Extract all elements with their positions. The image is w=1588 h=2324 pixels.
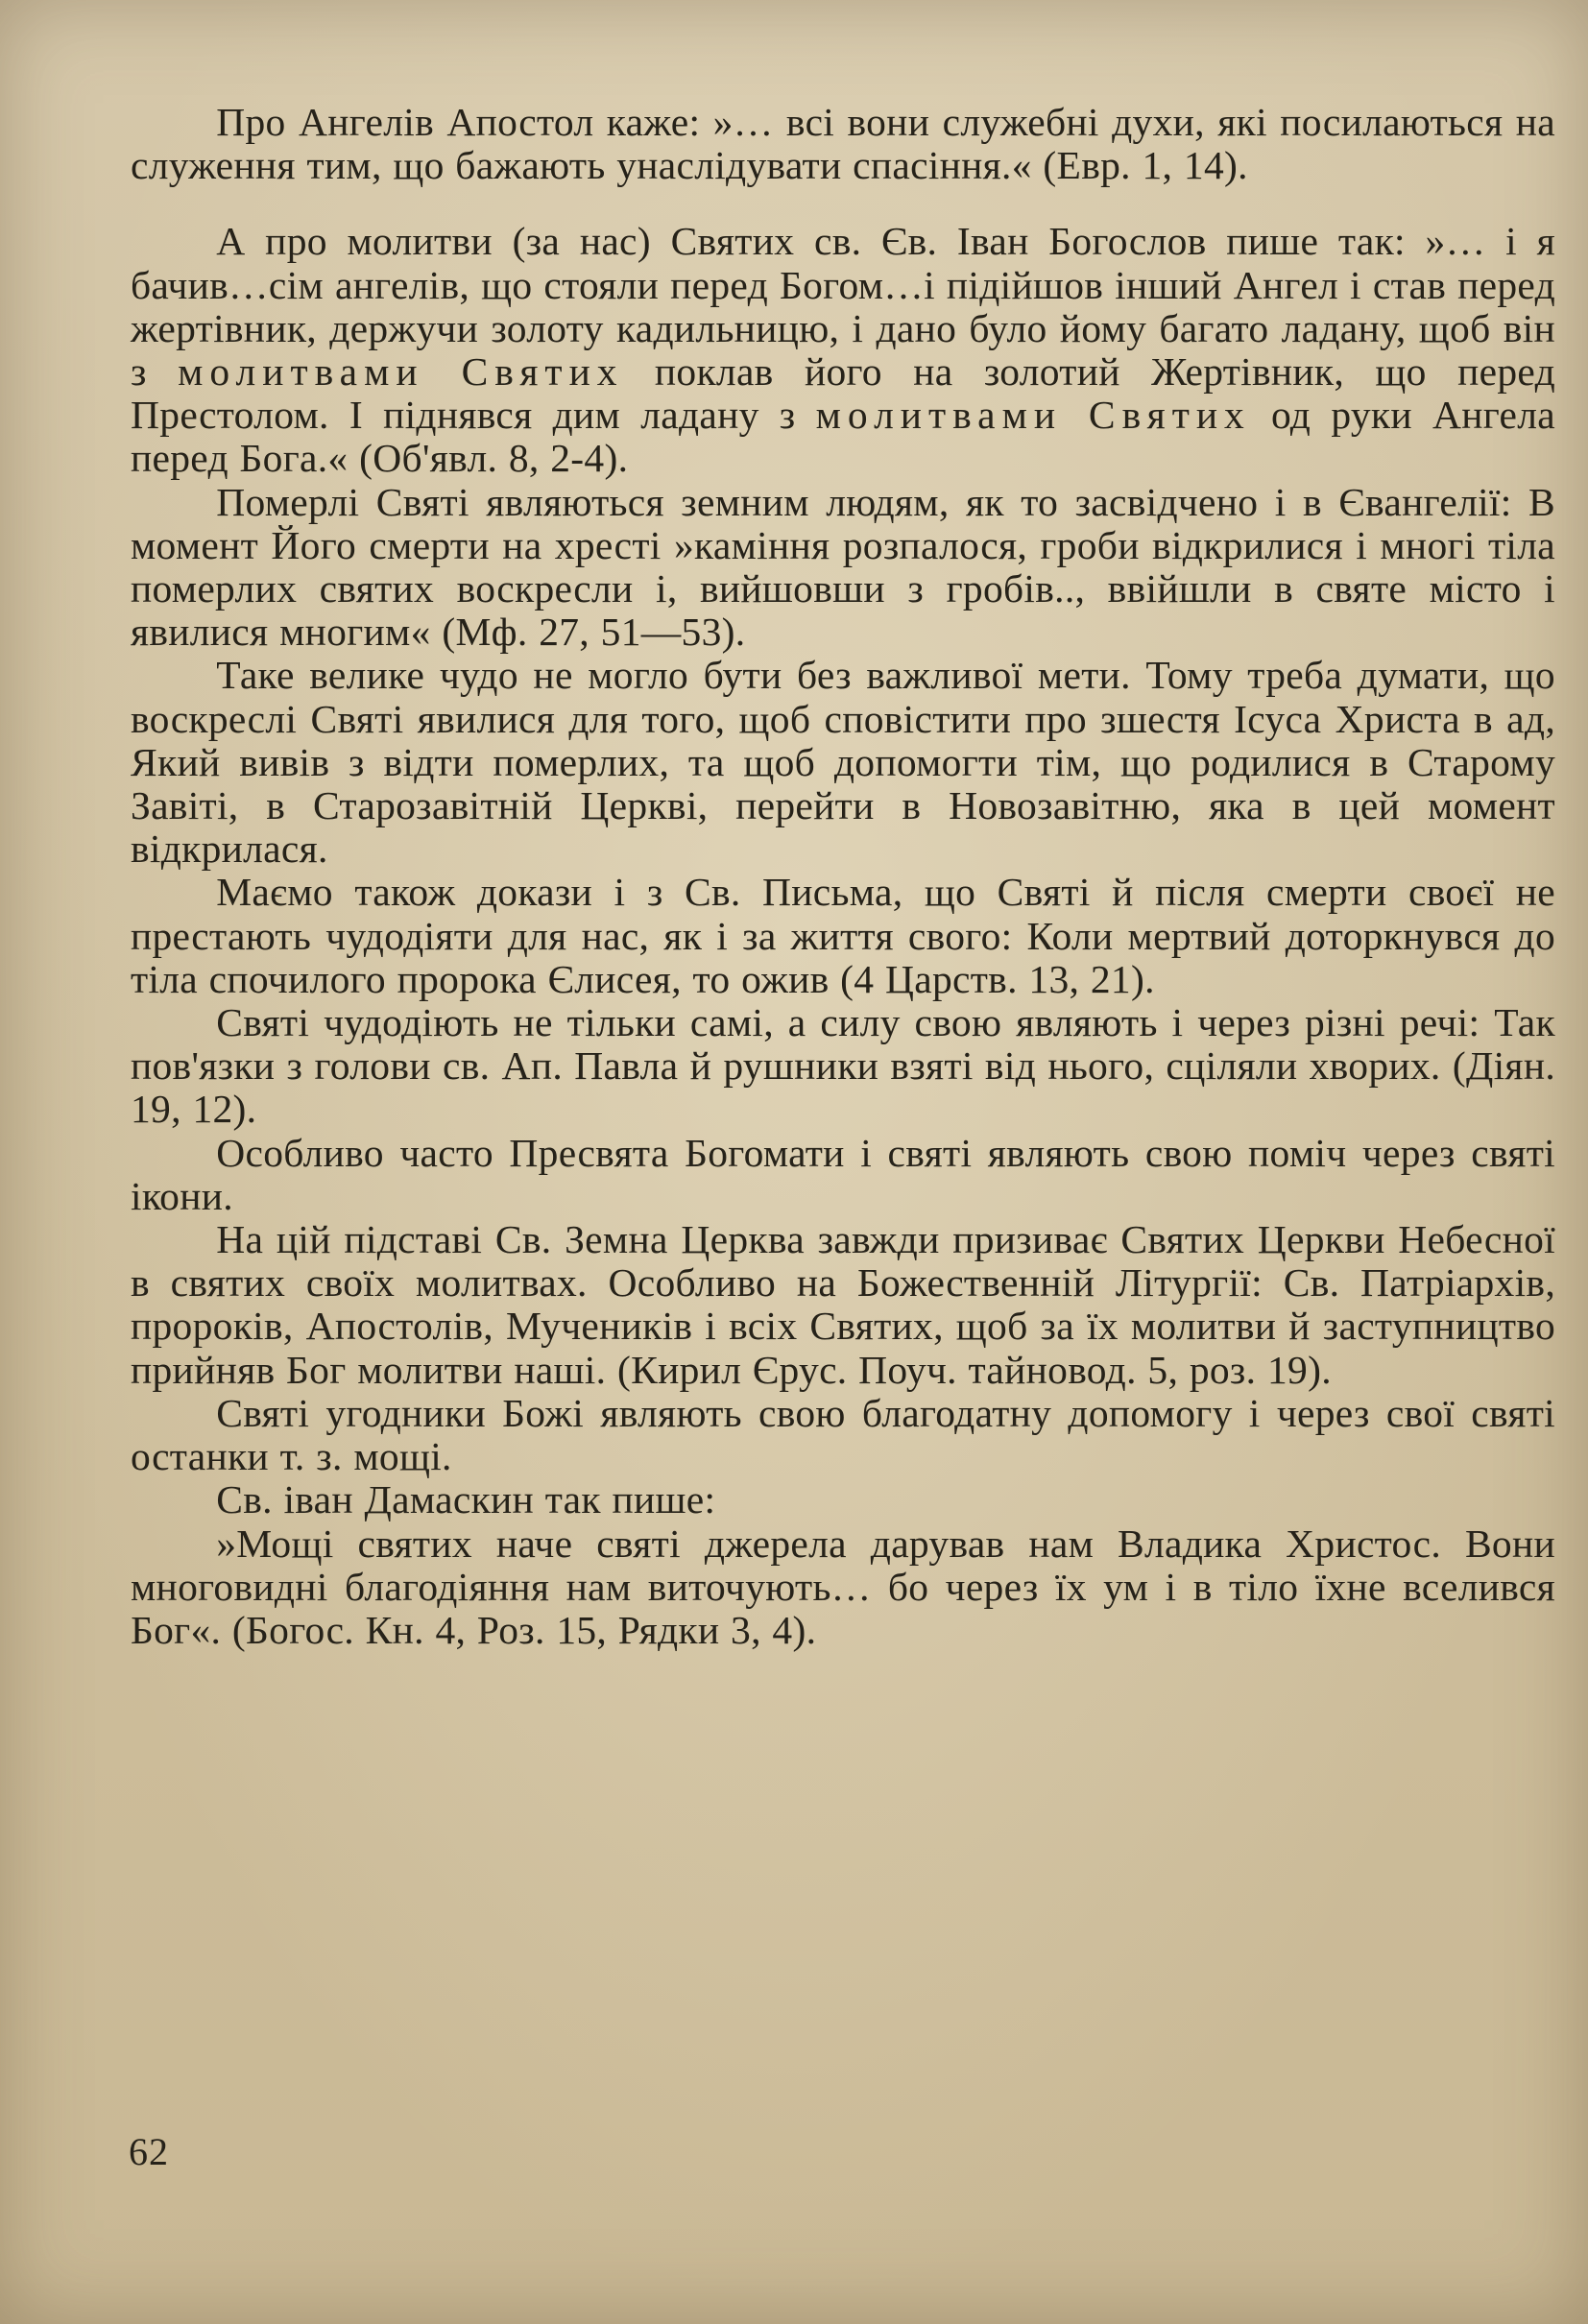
paragraph-church-prays [131,1218,1555,1392]
paragraph-text: »Мощі святих наче святі джерела дарував нам Владика Христос. Вони многовидні благодіяння нам виточують… бо через їх ум і в тіло їхне вселився Бог«. (Богос. Кн. 4, Роз. 15, Рядки 3, 4). [131,1521,1555,1652]
paragraph-damascene-intro [131,1478,1555,1521]
paragraph-relics [131,1392,1555,1478]
paragraph-things-miracles [131,1001,1555,1132]
paragraph-angels-serve [131,101,1555,187]
page-number: 62 [129,2130,169,2173]
paragraph-text: Померлі Святі являються земним людям, як то засвідчено і в Євангелії: В момент Його смерти на хресті »каміння розпалося, гроби відкрилися і многі тіла померлих святих воскресли і, вийшовши з гробів.., ввійшли в святе місто і явилися многим« (Мф. 27, 51—53). [131,479,1555,655]
paragraph-text: од руки Ангела перед Бога.« (Об'явл. 8, 2-4). [131,393,1555,481]
paragraph-text: Особливо часто Пресвята Богомати і святі являють свою поміч через святі ікони. [131,1130,1555,1218]
emphasis-spaced-text: молитвами Святих [815,393,1251,438]
paragraph-john-vision [131,220,1555,480]
emphasis-spaced-text: молитвами Святих [178,349,624,395]
paragraph-text: Про Ангелів Апостол каже: »… всі вони служебні духи, які посилаються на служення тим, що бажають унаслідувати спасіння.« (Евр. 1, 14). [131,100,1555,188]
paragraph-text: Святі угодники Божі являють свою благодатну допомогу і через свої святі останки т. з. мощі. [131,1390,1555,1479]
paragraph-saints-appear [131,481,1555,655]
paragraph-text: Таке велике чудо не могло бути без важливої мети. Тому треба думати, що воскреслі Святі явилися для того, щоб сповістити про зшестя Ісуса Христа в ад, Який вивів з відти померлих, та щоб допомогти тім, що родилися в Старому Завіті, в Старозавітній Церкві, перейти в Новозавітню, яка в цей момент відкрилася. [131,653,1555,872]
paragraph-scripture-proof [131,871,1555,1001]
paragraph-text: На цій підставі Св. Земна Церква завжди призиває Святих Церкви Небесної в святих своїх молитвах. Особливо на Божественній Літургії: Св. Патріархів, пророків, Апостолів, Мучеників і всіх Святих, щоб за їх молитви й заступництво прийняв Бог молитви наші. (Кирил Єрус. Поуч. тайновод. 5, роз. 19). [131,1217,1555,1392]
paragraph-icons [131,1132,1555,1218]
paragraph-text: поклав його на золотий Жертівник, що перед Престолом. І піднявся дим ладану з [131,349,1555,438]
paragraph-text: Маємо також докази і з Св. Письма, що Святі й після смерти своєї не престають чудодіяти для нас, як і за життя свого: Коли мертвий доторкнувся до тіла спочилого пророка Єлисея, то ожив (4 Царств. 13, 21). [131,870,1555,1001]
paragraph-text: А про молитви (за нас) Святих св. Єв. Іван Богослов пише так: »… і я бачив…сім ангелів, що стояли перед Богом…і підійшов інший Ангел і став перед жертівник, держучи золоту кадильницю, і дано було йому багато ладану, щоб він з [131,219,1555,395]
body-text [131,101,1555,1652]
paragraph-text: Святі чудодіють не тільки самі, а силу свою являють і через різні речі: Так пов'язки з голови св. Ап. Павла й рушники взяті від нього, сціляли хворих. (Діян. 19, 12). [131,1000,1555,1132]
paragraph-damascene-quote [131,1522,1555,1653]
paragraph-great-miracle [131,654,1555,871]
paragraph-text: Св. іван Дамаскин так пише: [216,1477,716,1522]
